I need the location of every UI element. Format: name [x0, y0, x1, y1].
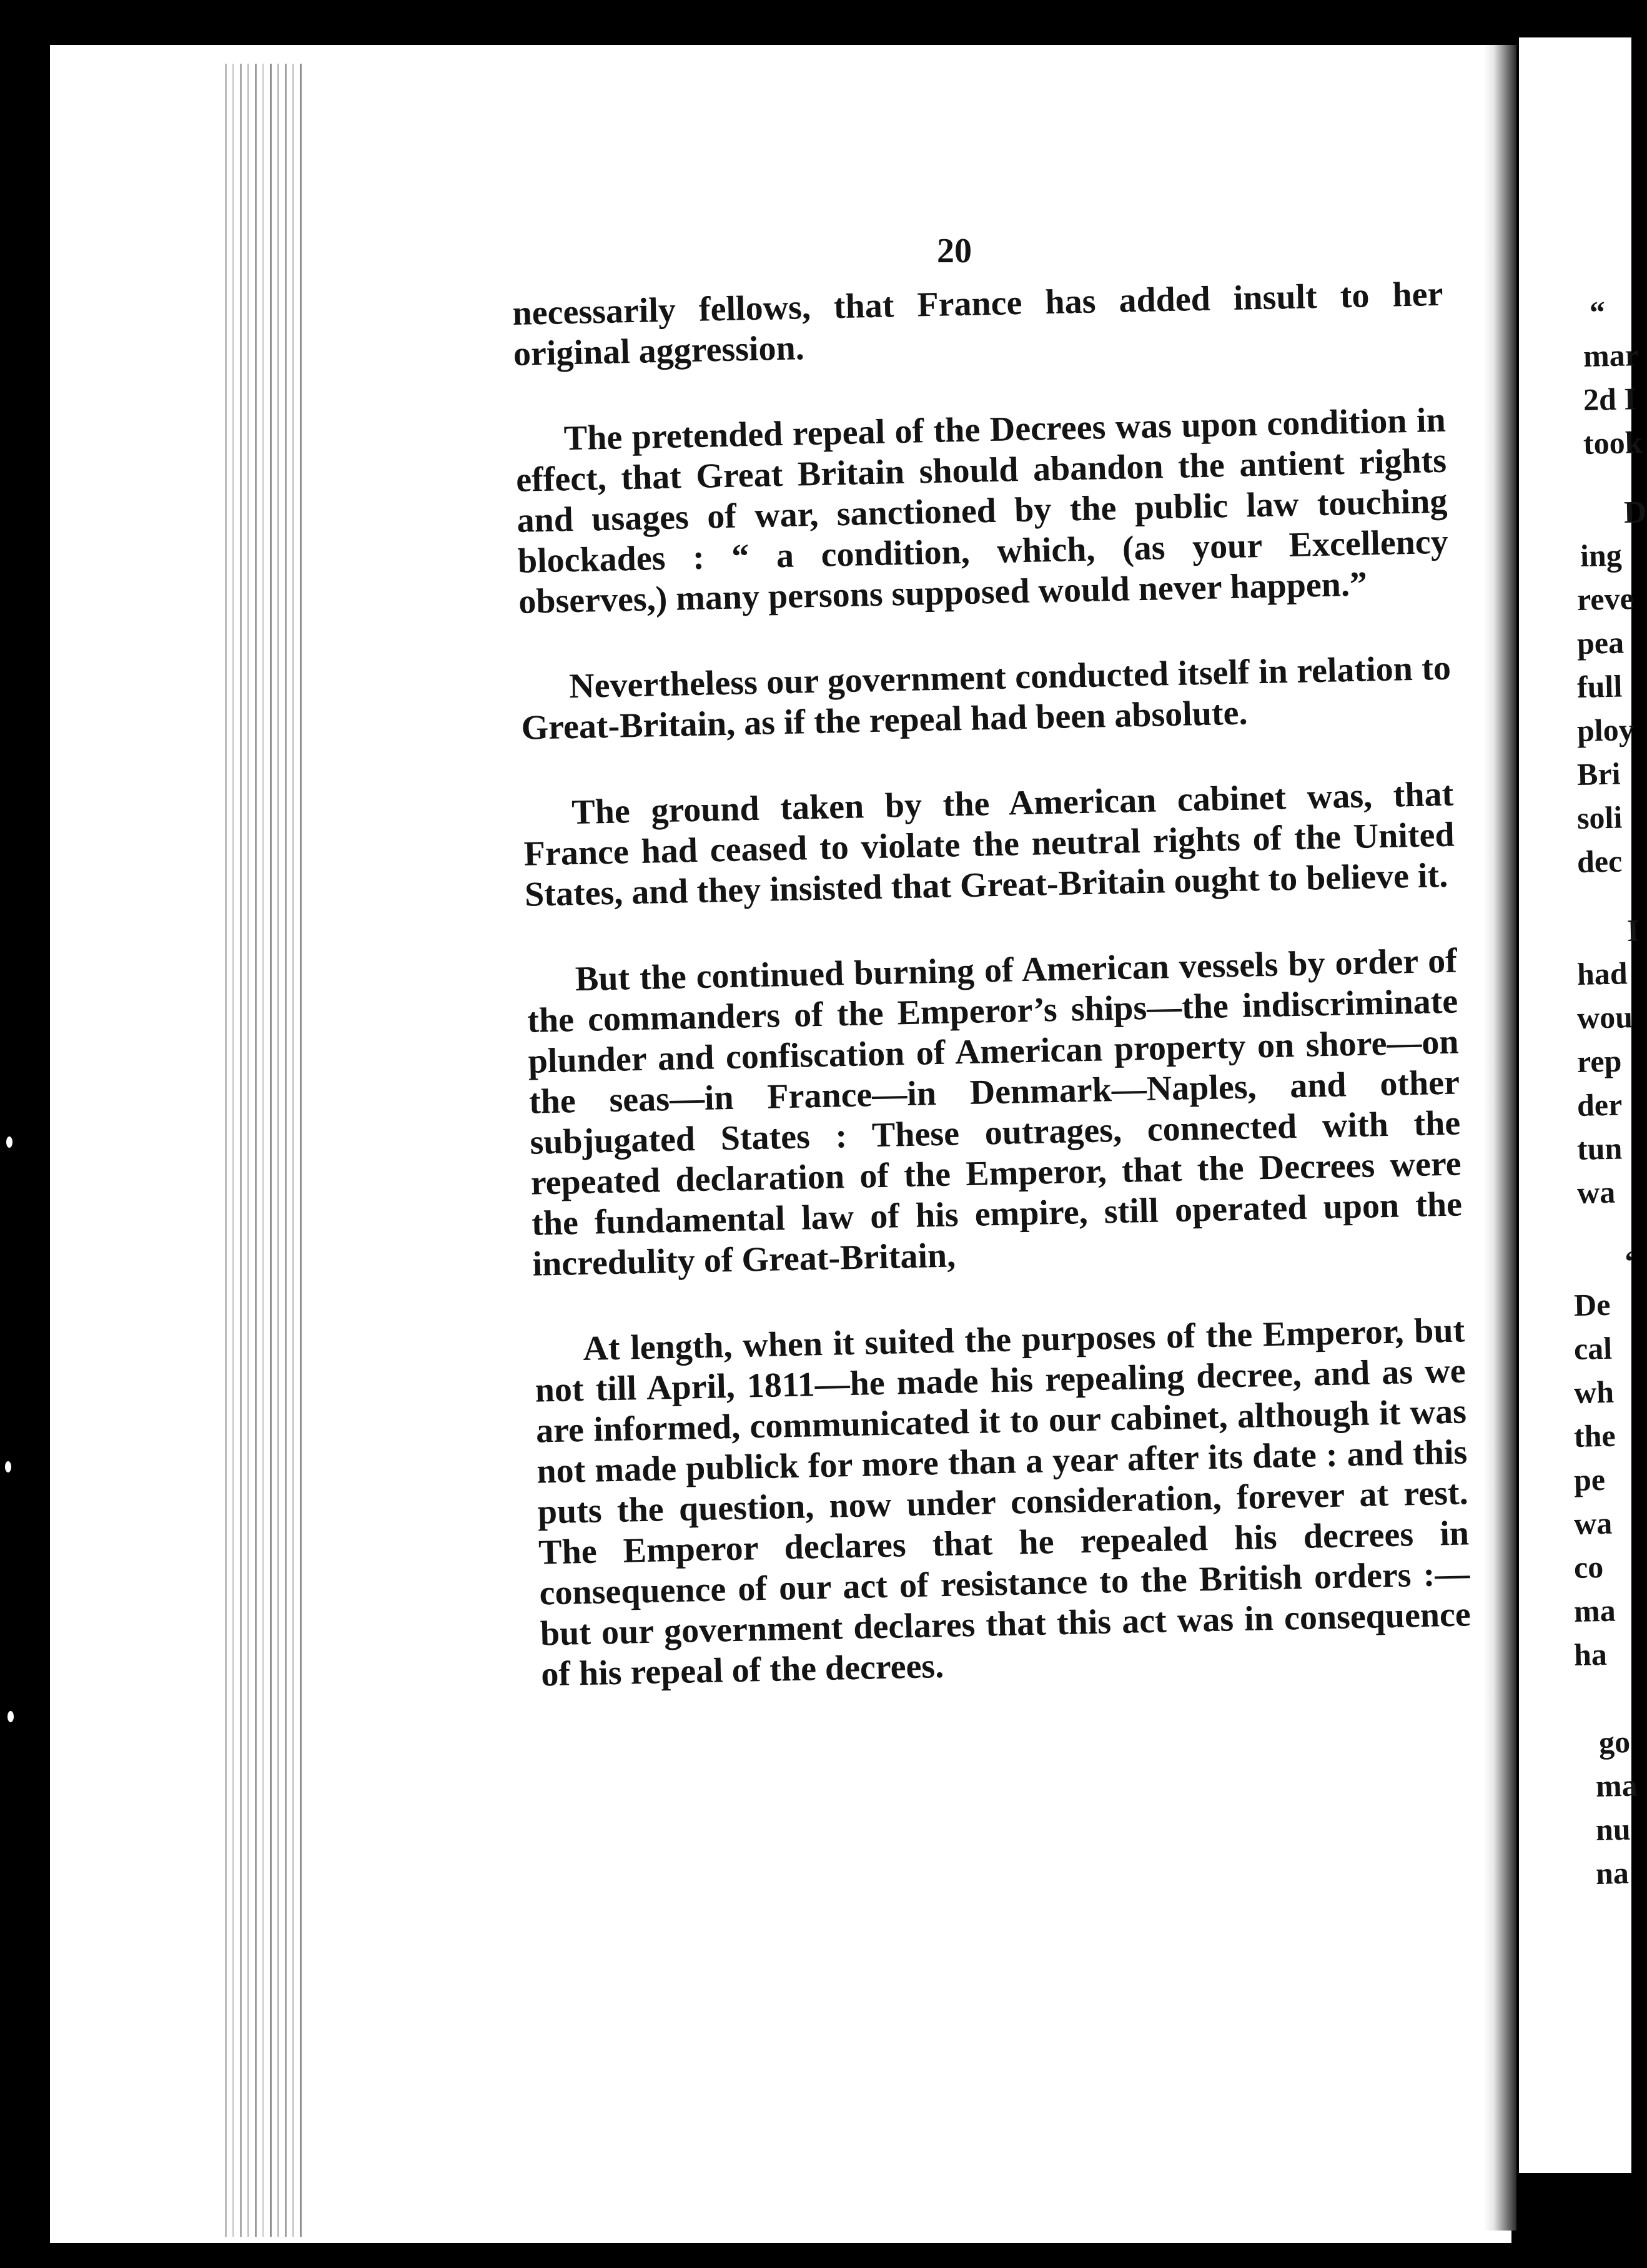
next-page-line: wa — [1576, 1174, 1616, 1210]
next-page-line: ma — [1573, 1592, 1616, 1629]
next-page-line: ‘ — [1623, 1243, 1635, 1279]
next-page-line: I — [1626, 912, 1640, 948]
next-page-line: wou — [1576, 999, 1633, 1035]
text-block — [512, 274, 1473, 1740]
speck — [6, 1136, 12, 1148]
page-edge-line — [240, 64, 242, 2237]
next-page-line: tun — [1576, 1130, 1623, 1166]
page-edge-line — [285, 64, 287, 2237]
next-page-line: De — [1573, 1286, 1611, 1323]
next-page-line: dec — [1576, 843, 1623, 879]
page-edge-line — [277, 64, 279, 2237]
next-page-line: wh — [1573, 1374, 1615, 1410]
next-page-line: mar — [1583, 337, 1640, 373]
next-page-line: co — [1573, 1549, 1604, 1585]
page-gutter — [50, 45, 262, 2243]
next-page-line: “ — [1589, 294, 1606, 330]
page-edge-line — [270, 64, 272, 2237]
paragraph: The pretended repeal of the Decrees was upon condition in effect, that Great Britain should abandon the antient rights and usages of war, sanctioned by the public law touching blockades : “ a condition, which, (as your Excellency observes,) many persons supposed would never happen.” — [515, 400, 1449, 621]
next-page-line: had — [1576, 955, 1628, 992]
page-edge-line — [247, 64, 249, 2237]
next-page-line: nu — [1595, 1811, 1631, 1847]
next-page-line: pea — [1576, 624, 1625, 661]
next-page-line: der — [1576, 1087, 1623, 1123]
page-edge-line — [292, 64, 294, 2237]
next-page-line: ploy — [1576, 712, 1635, 748]
next-page-line: cal — [1573, 1330, 1613, 1366]
speck — [5, 1461, 11, 1472]
next-page-line: pe — [1573, 1461, 1606, 1497]
page-edge-line — [232, 64, 234, 2237]
next-page-line: D — [1623, 494, 1647, 530]
next-page-line: took — [1583, 425, 1643, 461]
paragraph: The ground taken by the American cabinet was, that France had ceased to violate the neutral rights of the United States, and they insisted that Great-Britain ought to believe it. — [523, 774, 1455, 914]
next-page-line: 2d I — [1583, 381, 1637, 417]
next-page-line: ha — [1573, 1636, 1608, 1672]
next-page-line: the — [1573, 1418, 1616, 1454]
paragraph: At length, when it suited the purposes of the Emperor, but not till April, 1811—he made his repealing decree, and as we are informed, communicated it to our cabinet, although it was not made publick for more than a year after its date : and this puts the question, now under consideration, forever at rest. The Emperor declares that he repealed his decrees in consequence of our act of resistance to the British orders :—but our government declares that this act was in consequence of his repeal of the decrees. — [535, 1311, 1471, 1694]
margin-specks — [0, 1136, 19, 1886]
paragraph: necessarily fellows, that France has added insult to her original aggression. — [512, 274, 1443, 373]
page-edge-line — [255, 64, 257, 2237]
page-edge-line — [300, 64, 302, 2237]
next-page-line: ing — [1580, 537, 1623, 573]
next-page-line: na — [1595, 1855, 1630, 1891]
page-edge-line — [225, 64, 227, 2237]
paragraph: Nevertheless our government conducted itself in relation to Great-Britain, as if the repeal had been absolute. — [520, 648, 1452, 747]
next-page-line: wa — [1573, 1505, 1613, 1541]
next-page-line: soli — [1576, 799, 1623, 836]
page-edge-line — [262, 64, 264, 2237]
next-page-line: full — [1576, 668, 1623, 704]
paragraph: But the continued burning of American vessels by order of the commanders of the Emperor’s ships—the indiscriminate plunder and confiscation of American property on shore—on the seas—in France—in Denmark—Naples, and other subjugated States : These outrages, connected with the repeated declaration of the Emperor, that the Decrees were the fundamental law of his empire, still operated upon the incredulity of Great-Britain, — [527, 941, 1463, 1284]
next-page-line: rep — [1576, 1043, 1622, 1079]
page-right-edge — [1484, 45, 1516, 2231]
page-number: 20 — [937, 232, 972, 270]
next-page-line: go — [1598, 1723, 1631, 1760]
next-page-line: ma — [1595, 1767, 1638, 1803]
next-page-line: reve — [1576, 581, 1635, 617]
next-page-line: Bri — [1576, 756, 1621, 792]
speck — [7, 1711, 14, 1722]
